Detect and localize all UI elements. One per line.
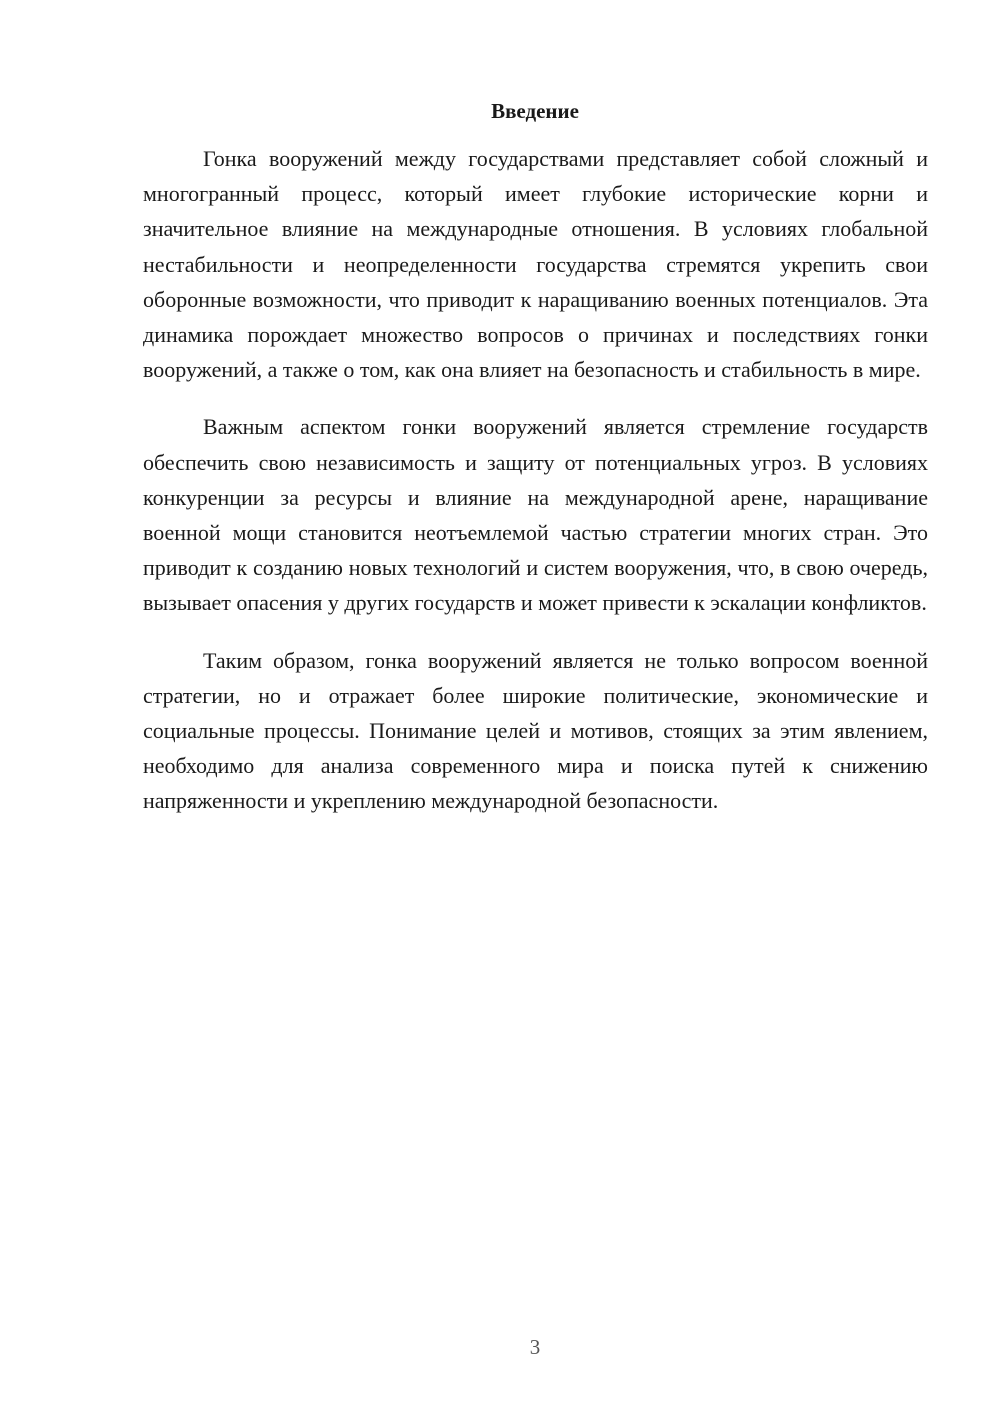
page-title: Введение (491, 99, 579, 123)
paragraph-1: Гонка вооружений между государствами представляет собой сложный и многогранный процесс, который имеет глубокие исторические корни и значительное влияние на международные отношения. В условиях глобальной нестабильности и неопределенности государства стремятся укрепить свои оборонные возможности, что приводит к наращиванию военных потенциалов. Эта динамика порождает множество вопросов о причинах и последствиях гонки вооружений, а также о том, как она влияет на безопасность и стабильность в мире. (143, 146, 928, 383)
paragraph-3: Таким образом, гонка вооружений является не только вопросом военной стратегии, но и отражает более широкие политические, экономические и социальные процессы. Понимание целей и мотивов, стоящих за этим явлением, необходимо для анализа современного мира и поиска путей к снижению напряженности и укреплению международной безопасности. (143, 647, 928, 814)
page-number: 3 (529, 1335, 541, 1359)
body-text (143, 141, 928, 841)
paragraph-2: Важным аспектом гонки вооружений является стремление государств обеспечить свою независимость и защиту от потенциальных угроз. В условиях конкуренции за ресурсы и влияние на международной арене, наращивание военной мощи становится неотъемлемой частью стратегии многих стран. Это приводит к созданию новых технологий и систем вооружения, что, в свою очередь, вызывает опасения у других государств и может привести к эскалации конфликтов. (143, 414, 928, 616)
